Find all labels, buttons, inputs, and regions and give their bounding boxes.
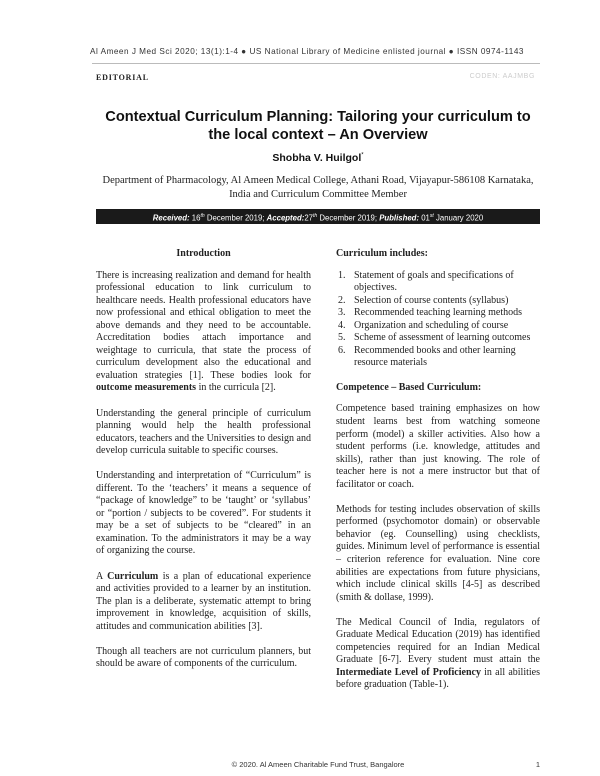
- footer-copyright: © 2020. Al Ameen Charitable Fund Trust, Bangalore: [231, 760, 405, 769]
- author-name: Shobha V. Huilgol*: [272, 152, 364, 164]
- competence-paragraph-3: The Medical Council of India, regulators of Graduate Medical Education (2019) has identified competencies required for an Indian Medical Graduate [6-7]. Every student must attain the Intermediate Level of Proficiency in all abilities before graduation (Table-1).: [336, 616, 541, 691]
- article-title: Contextual Curriculum Planning: Tailoring your curriculum to the local context – An Overview: [105, 109, 531, 143]
- competence-heading: Competence – Based Curriculum:: [336, 381, 482, 393]
- author-mark: *: [361, 152, 364, 159]
- left-column: [96, 248, 311, 683]
- section-label: EDITORIAL: [96, 73, 149, 82]
- dates-bar: Received: 16th December 2019; Accepted:27th December 2019; Published: 01st January 2020: [96, 209, 540, 224]
- introduction-heading: Introduction: [176, 248, 231, 259]
- intro-paragraph-4: A Curriculum is a plan of educational experience and activities provided to a learner by an institution. The plan is a deliberate, systematic attempt to bring improvement in knowledge, acquisition of skills, attitudes and communication abilities [3].: [96, 570, 311, 632]
- list-item: 4. Organization and scheduling of course: [338, 319, 509, 331]
- list-item: 3. Recommended teaching learning methods: [338, 307, 523, 319]
- right-column: [336, 248, 540, 704]
- competence-paragraph-1: Competence based training emphasizes on how student learns best from watching someone perform (model) a skiller activities. Also how a student performs (i.e. knowledge, attitudes and skills), rather than just knowing. The role of teacher here is not a mere instructor but that of facilitator or coach.: [336, 403, 540, 490]
- header-rule: [92, 63, 540, 64]
- list-item: 1. Statement of goals and specifications of objectives.: [338, 269, 514, 294]
- curriculum-includes-heading: Curriculum includes:: [336, 248, 428, 259]
- journal-citation-line: Al Ameen J Med Sci 2020; 13(1):1-4 ● US National Library of Medicine enlisted journal ● ISSN 0974-1143: [90, 47, 524, 56]
- intro-paragraph-1: There is increasing realization and demand for health professional education to link curriculum to healthcare needs. Health professional educators have now professional and ethical obligation to meet the above demands and they need to be accountable. Accreditation bodies attach importance and weightage to curricula, that state the process of curriculum development also the educational and evaluation strategies [1]. These bodies look for outcome measurements in the curricula [2].: [96, 269, 311, 394]
- curriculum-components-list: [336, 270, 540, 370]
- list-item: 5. Scheme of assessment of learning outcomes: [338, 332, 531, 344]
- coden-label: CODEN: AAJMBG: [469, 73, 535, 80]
- list-item: 2. Selection of course contents (syllabus): [338, 294, 509, 306]
- competence-paragraph-2: Methods for testing includes observation of skills performed (psychomotor domain) or observable behavior (eg. Counselling) using checklists, guides. Minimum level of performance is essential – criterion reference for evaluation. Nine core abilities are expectations from future physicians, which include clinical skills [4-5] as described (smith & dollase, 1999).: [336, 503, 540, 603]
- page-number: 1: [535, 760, 540, 769]
- list-item: 6. Recommended books and other learning resource materials: [338, 344, 516, 369]
- intro-paragraph-5: Though all teachers are not curriculum planners, but should be aware of components of the curriculum.: [96, 645, 311, 670]
- intro-paragraph-2: Understanding the general principle of curriculum planning would help the health professional educators, teachers and the Universities to design and develop curricula suitable to specific courses.: [96, 407, 311, 457]
- intro-paragraph-3: Understanding and interpretation of “Curriculum” is different. To the ‘teachers’ it means a sequence of “package of knowledge” to be ‘taught’ or ‘syllabus’ or “portion / subjects to be covered”. For students it may be a set of subjects to be “cleared” in an examination. To the administrators it may be a way of organizing the course.: [96, 470, 311, 557]
- author-affiliation: Department of Pharmacology, Al Ameen Medical College, Athani Road, Vijayapur-586108 Karnataka, India and Curriculum Committee Member: [102, 175, 534, 200]
